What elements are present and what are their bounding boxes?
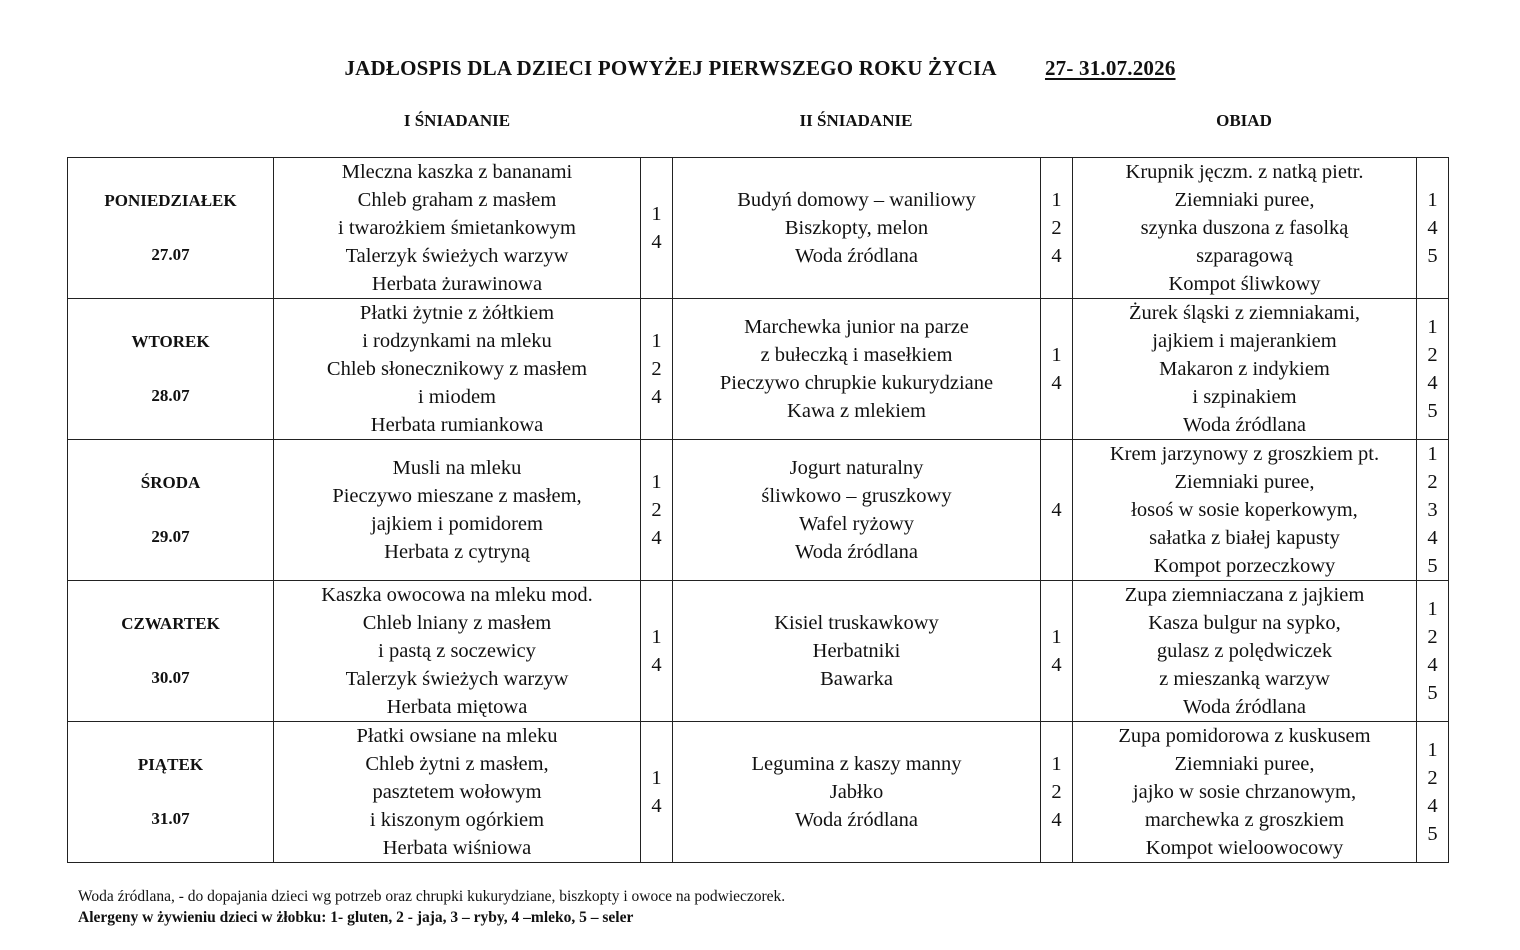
day-cell	[68, 440, 274, 581]
breakfast2-cell	[673, 581, 1041, 722]
table-row	[68, 440, 1449, 581]
meal-item: Pieczywo mieszane z masłem,	[332, 485, 582, 507]
meal-item: Woda źródlana	[795, 809, 918, 831]
meal-item: Talerzyk świeżych warzyw	[345, 245, 569, 267]
meal-item: i miodem	[417, 386, 496, 408]
breakfast2-allergens	[1041, 581, 1073, 722]
meal-item: Marchewka junior na parze	[744, 316, 969, 338]
allergen-code: 1	[651, 203, 662, 225]
allergen-code: 1	[1051, 626, 1062, 648]
meal-item: Mleczna kaszka z bananami	[341, 161, 573, 183]
lunch-cell	[1073, 440, 1417, 581]
breakfast1-cell	[274, 299, 641, 440]
meal-item: Musli na mleku	[392, 457, 522, 479]
day-date: 30.07	[151, 668, 190, 687]
allergen-code: 2	[1427, 626, 1438, 648]
day-date: 31.07	[151, 809, 190, 828]
breakfast2-cell	[673, 440, 1041, 581]
column-header-lunch: OBIAD	[1216, 111, 1272, 130]
allergen-code: 5	[1427, 682, 1438, 704]
breakfast1-allergens	[641, 158, 673, 299]
meal-item: Ziemniaki puree,	[1174, 471, 1315, 493]
breakfast2-allergens	[1041, 299, 1073, 440]
breakfast2-cell	[673, 299, 1041, 440]
allergen-code: 4	[651, 231, 662, 253]
meal-item: Krem jarzynowy z groszkiem pt.	[1109, 443, 1380, 465]
meal-item: z bułeczką i masełkiem	[760, 344, 953, 366]
meal-item: Herbatniki	[812, 640, 901, 662]
breakfast2-allergens	[1041, 158, 1073, 299]
meal-item: Woda źródlana	[795, 245, 918, 267]
allergen-code: 1	[1051, 753, 1062, 775]
lunch-cell	[1073, 158, 1417, 299]
allergen-code: 4	[651, 654, 662, 676]
meal-item: Ziemniaki puree,	[1174, 189, 1315, 211]
meal-item: Pieczywo chrupkie kukurydziane	[719, 372, 994, 394]
breakfast2-cell	[673, 158, 1041, 299]
allergen-code: 5	[1427, 823, 1438, 845]
allergen-code: 1	[1427, 598, 1438, 620]
breakfast2-allergens	[1041, 722, 1073, 863]
meal-item: szynka duszona z fasolką	[1140, 217, 1349, 239]
meal-item: szparagową	[1196, 245, 1293, 267]
allergen-code: 5	[1427, 400, 1438, 422]
allergen-code: 2	[1051, 781, 1062, 803]
allergen-code: 4	[1427, 795, 1438, 817]
meal-item: Chleb lniany z masłem	[362, 612, 552, 634]
allergen-code: 2	[1427, 767, 1438, 789]
breakfast1-allergens	[641, 581, 673, 722]
day-name: ŚRODA	[140, 473, 201, 492]
meal-item: Chleb słonecznikowy z masłem	[326, 358, 588, 380]
day-cell	[68, 722, 274, 863]
allergen-code: 4	[1051, 654, 1062, 676]
meal-item: Jogurt naturalny	[789, 457, 924, 479]
allergen-code: 4	[651, 795, 662, 817]
meal-item: pasztetem wołowym	[372, 781, 542, 803]
allergen-code: 4	[1051, 809, 1062, 831]
lunch-allergens	[1417, 299, 1449, 440]
footer-note	[78, 886, 785, 928]
allergen-code: 2	[651, 499, 662, 521]
day-name: PIĄTEK	[137, 755, 204, 774]
breakfast2-allergens	[1041, 440, 1073, 581]
meal-item: Woda źródlana	[1183, 414, 1306, 436]
table-row	[68, 158, 1449, 299]
meal-item: i kiszonym ogórkiem	[369, 809, 545, 831]
day-cell	[68, 299, 274, 440]
table-row	[68, 299, 1449, 440]
allergen-code: 1	[1051, 344, 1062, 366]
meal-item: Bawarka	[820, 668, 893, 690]
meal-item: Kasza bulgur na sypko,	[1148, 612, 1341, 634]
breakfast2-cell	[673, 722, 1041, 863]
day-cell	[68, 581, 274, 722]
meal-item: Chleb graham z masłem	[357, 189, 557, 211]
allergen-code: 4	[1427, 654, 1438, 676]
allergen-code: 1	[651, 330, 662, 352]
day-date: 29.07	[151, 527, 190, 546]
breakfast1-allergens	[641, 440, 673, 581]
water-note: Woda źródlana, - do dopajania dzieci wg potrzeb oraz chrupki kukurydziane, biszkopty i owoce na podwieczorek.	[78, 888, 786, 905]
column-header-breakfast2: II ŚNIADANIE	[799, 111, 913, 130]
table-row	[68, 722, 1449, 863]
meal-item: Jabłko	[829, 781, 884, 803]
allergens-legend: Alergeny w żywieniu dzieci w żłobku: 1- gluten, 2 - jaja, 3 – ryby, 4 –mleko, 5 – seler	[78, 909, 634, 926]
meal-item: Kawa z mlekiem	[787, 400, 926, 422]
lunch-cell	[1073, 299, 1417, 440]
table-row	[68, 581, 1449, 722]
meal-item: Kompot wieloowocowy	[1145, 837, 1344, 859]
meal-item: Krupnik jęczm. z natką pietr.	[1125, 161, 1364, 183]
menu-title	[0, 56, 1520, 81]
meal-item: Makaron z indykiem	[1159, 358, 1330, 380]
menu-table	[67, 157, 1449, 863]
allergen-code: 3	[1427, 499, 1438, 521]
lunch-allergens	[1417, 440, 1449, 581]
allergen-code: 1	[651, 471, 662, 493]
allergen-code: 4	[1051, 372, 1062, 394]
date-range: 27- 31.07.2026	[1044, 56, 1176, 80]
breakfast1-cell	[274, 440, 641, 581]
meal-item: Żurek śląski z ziemniakami,	[1128, 302, 1361, 324]
meal-item: sałatka z białej kapusty	[1149, 527, 1340, 549]
meal-item: Kompot śliwkowy	[1168, 273, 1321, 295]
meal-item: Płatki żytnie z żółtkiem	[359, 302, 555, 324]
lunch-allergens	[1417, 722, 1449, 863]
day-name: WTOREK	[131, 332, 210, 351]
meal-item: Herbata z cytryną	[384, 541, 530, 563]
meal-item: jajkiem i majerankiem	[1152, 330, 1337, 352]
allergen-code: 1	[1427, 739, 1438, 761]
meal-item: jajko w sosie chrzanowym,	[1132, 781, 1357, 803]
allergen-code: 4	[1427, 372, 1438, 394]
meal-item: Zupa ziemniaczana z jajkiem	[1124, 584, 1365, 606]
meal-item: Zupa pomidorowa z kuskusem	[1118, 725, 1371, 747]
meal-item: Legumina z kaszy manny	[751, 753, 962, 775]
allergen-code: 4	[1427, 527, 1438, 549]
meal-item: Kompot porzeczkowy	[1153, 555, 1336, 577]
day-cell	[68, 158, 274, 299]
meal-item: i pastą z soczewicy	[378, 640, 536, 662]
lunch-allergens	[1417, 581, 1449, 722]
allergen-code: 1	[1427, 189, 1438, 211]
allergen-code: 1	[651, 767, 662, 789]
allergen-code: 2	[1427, 471, 1438, 493]
meal-item: Kaszka owocowa na mleku mod.	[321, 584, 593, 606]
allergen-code: 4	[651, 386, 662, 408]
breakfast1-cell	[274, 158, 641, 299]
breakfast1-cell	[274, 581, 641, 722]
meal-item: Herbata rumiankowa	[370, 414, 544, 436]
meal-item: śliwkowo – gruszkowy	[761, 485, 952, 507]
meal-item: i rodzynkami na mleku	[362, 330, 552, 352]
day-name: PONIEDZIAŁEK	[104, 191, 237, 210]
breakfast1-cell	[274, 722, 641, 863]
title-text: JADŁOSPIS DLA DZIECI POWYŻEJ PIERWSZEGO ROKU ŻYCIA	[344, 56, 996, 80]
allergen-code: 2	[1427, 344, 1438, 366]
allergen-code: 4	[1051, 499, 1062, 521]
day-name: CZWARTEK	[121, 614, 220, 633]
meal-item: Biszkopty, melon	[784, 217, 929, 239]
breakfast1-allergens	[641, 722, 673, 863]
meal-item: i szpinakiem	[1192, 386, 1297, 408]
day-date: 28.07	[151, 386, 190, 405]
allergen-code: 5	[1427, 245, 1438, 267]
allergen-code: 1	[651, 626, 662, 648]
meal-item: Herbata wiśniowa	[382, 837, 532, 859]
meal-item: gulasz z polędwiczek	[1156, 640, 1333, 662]
allergen-code: 4	[1427, 217, 1438, 239]
meal-item: Ziemniaki puree,	[1174, 753, 1315, 775]
meal-item: Talerzyk świeżych warzyw	[345, 668, 569, 690]
meal-item: Herbata miętowa	[386, 696, 528, 718]
meal-item: Woda źródlana	[795, 541, 918, 563]
meal-item: marchewka z groszkiem	[1144, 809, 1345, 831]
allergen-code: 1	[1427, 316, 1438, 338]
meal-item: Płatki owsiane na mleku	[356, 725, 558, 747]
lunch-cell	[1073, 581, 1417, 722]
meal-item: Woda źródlana	[1183, 696, 1306, 718]
breakfast1-allergens	[641, 299, 673, 440]
meal-item: i twarożkiem śmietankowym	[338, 217, 576, 239]
meal-item: Budyń domowy – waniliowy	[737, 189, 976, 211]
allergen-code: 2	[651, 358, 662, 380]
meal-item: z mieszanką warzyw	[1159, 668, 1330, 690]
allergen-code: 1	[1427, 443, 1438, 465]
column-header-breakfast1: I ŚNIADANIE	[403, 111, 511, 130]
meal-item: łosoś w sosie koperkowym,	[1131, 499, 1358, 521]
meal-item: Kisiel truskawkowy	[774, 612, 939, 634]
meal-item: jajkiem i pomidorem	[371, 513, 543, 535]
allergen-code: 4	[651, 527, 662, 549]
allergen-code: 2	[1051, 217, 1062, 239]
allergen-code: 5	[1427, 555, 1438, 577]
day-date: 27.07	[151, 245, 190, 264]
meal-item: Chleb żytni z masłem,	[365, 753, 549, 775]
allergen-code: 4	[1051, 245, 1062, 267]
meal-item: Herbata żurawinowa	[371, 273, 543, 295]
lunch-cell	[1073, 722, 1417, 863]
allergen-code: 1	[1051, 189, 1062, 211]
meal-item: Wafel ryżowy	[798, 513, 915, 535]
lunch-allergens	[1417, 158, 1449, 299]
